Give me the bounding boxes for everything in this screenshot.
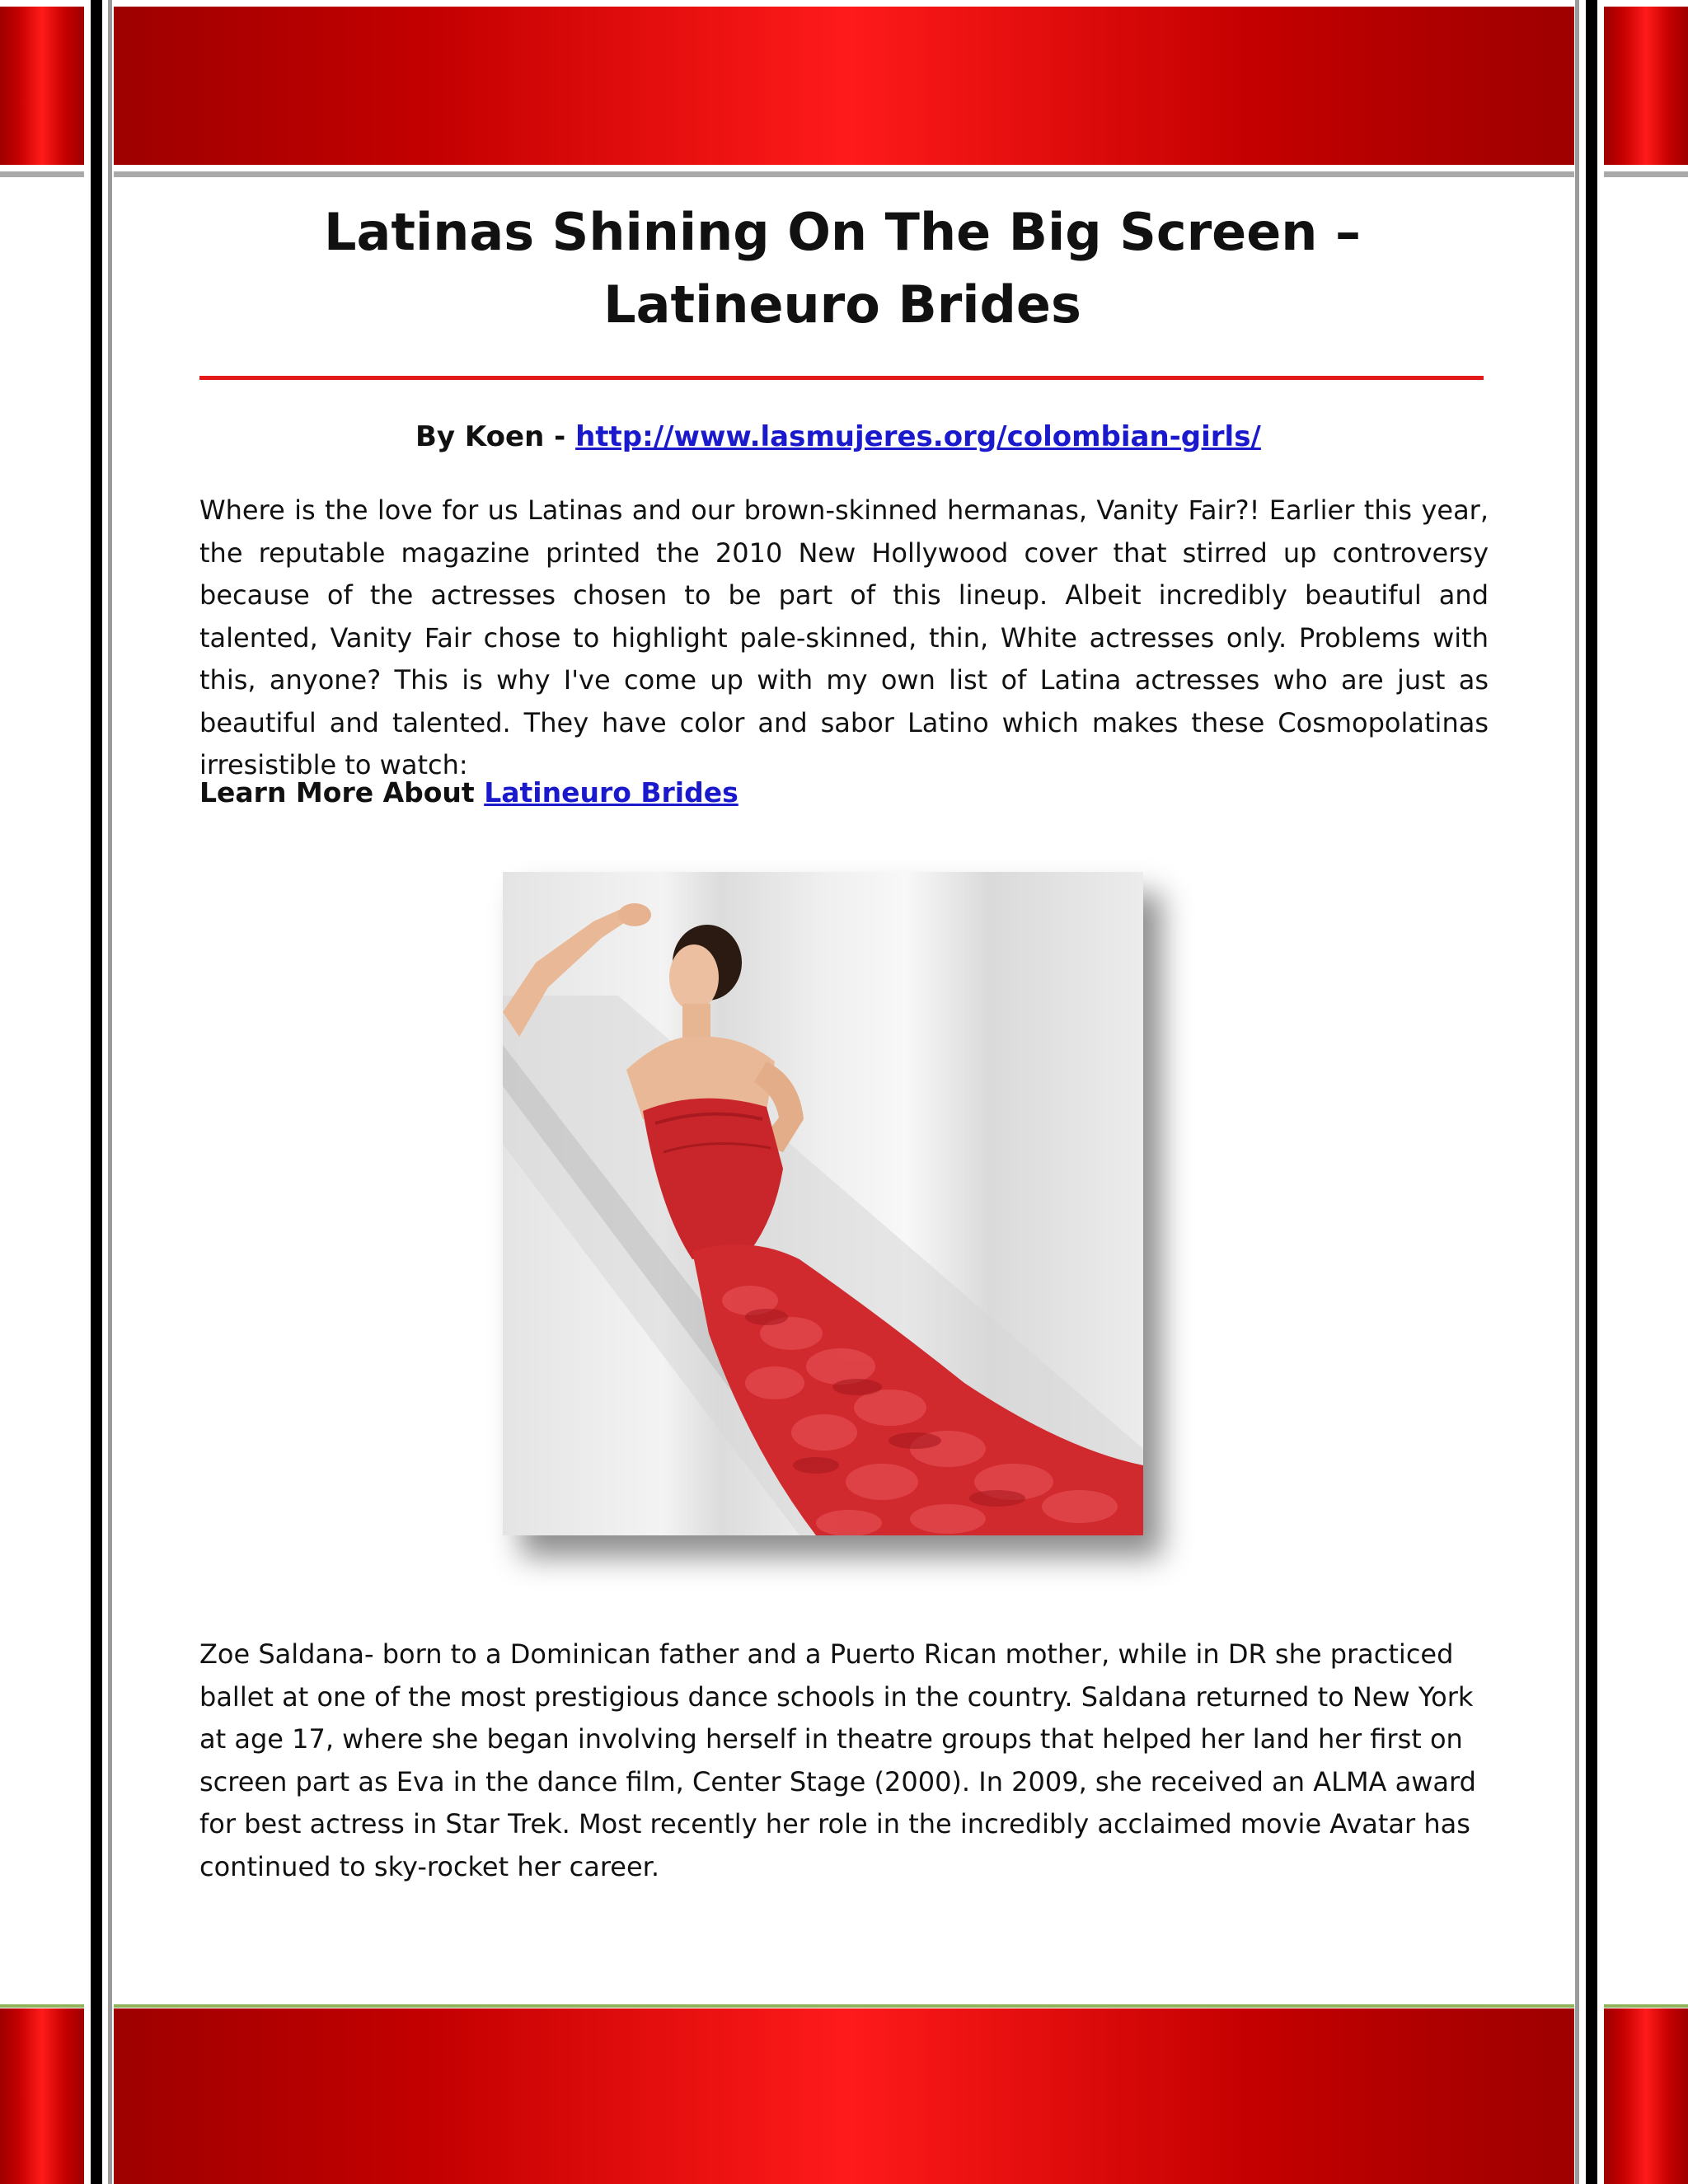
header-divider-left <box>0 171 84 177</box>
left-stripe-white <box>84 0 91 2184</box>
latineuro-brides-link[interactable]: Latineuro Brides <box>484 776 738 808</box>
title-divider <box>199 376 1484 380</box>
footer-divider-right <box>1604 2004 1688 2008</box>
header-band-left <box>0 7 84 165</box>
right-stripe-white <box>1597 0 1604 2184</box>
right-stripe-black <box>1586 0 1597 2184</box>
header-divider-right <box>1604 171 1688 177</box>
left-stripe-white-inner <box>102 0 108 2184</box>
byline <box>415 415 1261 458</box>
footer-divider-main <box>114 2004 1574 2008</box>
footer-band-right <box>1604 2008 1688 2184</box>
footer-band-main <box>114 2008 1574 2184</box>
footer-band-left <box>0 2008 84 2184</box>
bride-photo <box>503 872 1143 1535</box>
header-band-main <box>114 7 1574 165</box>
byline-source-link[interactable]: http://www.lasmujeres.org/colombian-girls/ <box>575 420 1261 453</box>
intro-paragraph: Where is the love for us Latinas and our brown-skinned hermanas, Vanity Fair?! Earlier this year, the reputable magazine printed the 2010 New Hollywood cover that stirred up controversy because of the actresses chosen to be part of this lineup. Albeit incredibly beautiful and talented, Vanity Fair chose to highlight pale-skinned, thin, White actresses only. Problems with this, anyone? This is why I've come up with my own list of Latina actresses who are just as beautiful and talented. They have color and sabor Latino which makes these Cosmopolatinas irresistible to watch: <box>199 494 1489 780</box>
left-stripe-gray <box>108 0 112 2184</box>
left-stripe-black <box>91 0 102 2184</box>
header-band-right <box>1604 7 1688 165</box>
zoe-saldana-paragraph: Zoe Saldana- born to a Dominican father and a Puerto Rican mother, while in DR she practiced ballet at one of the most prestigious dance schools in the country. Saldana returned to New York at age 17, where she began involving herself in theatre groups that helped her land her first on screen part as Eva in the dance film, Center Stage (2000). In 2009, she received an ALMA award for best actress in Star Trek. Most recently her role in the incredibly acclaimed movie Avatar has continued to sky-rocket her career. <box>199 1638 1476 1882</box>
learn-more-prefix: Learn More About <box>199 776 485 808</box>
header-divider-main <box>114 171 1574 177</box>
learn-more-line <box>199 771 738 814</box>
right-stripe-white-inner <box>1579 0 1586 2184</box>
footer-divider-left <box>0 2004 84 2008</box>
bride-illustration <box>503 872 1143 1535</box>
hand <box>618 903 651 926</box>
page-title: Latinas Shining On The Big Screen – Latineuro Brides <box>323 202 1361 335</box>
face <box>669 944 719 1010</box>
byline-author: By Koen - <box>415 420 576 453</box>
